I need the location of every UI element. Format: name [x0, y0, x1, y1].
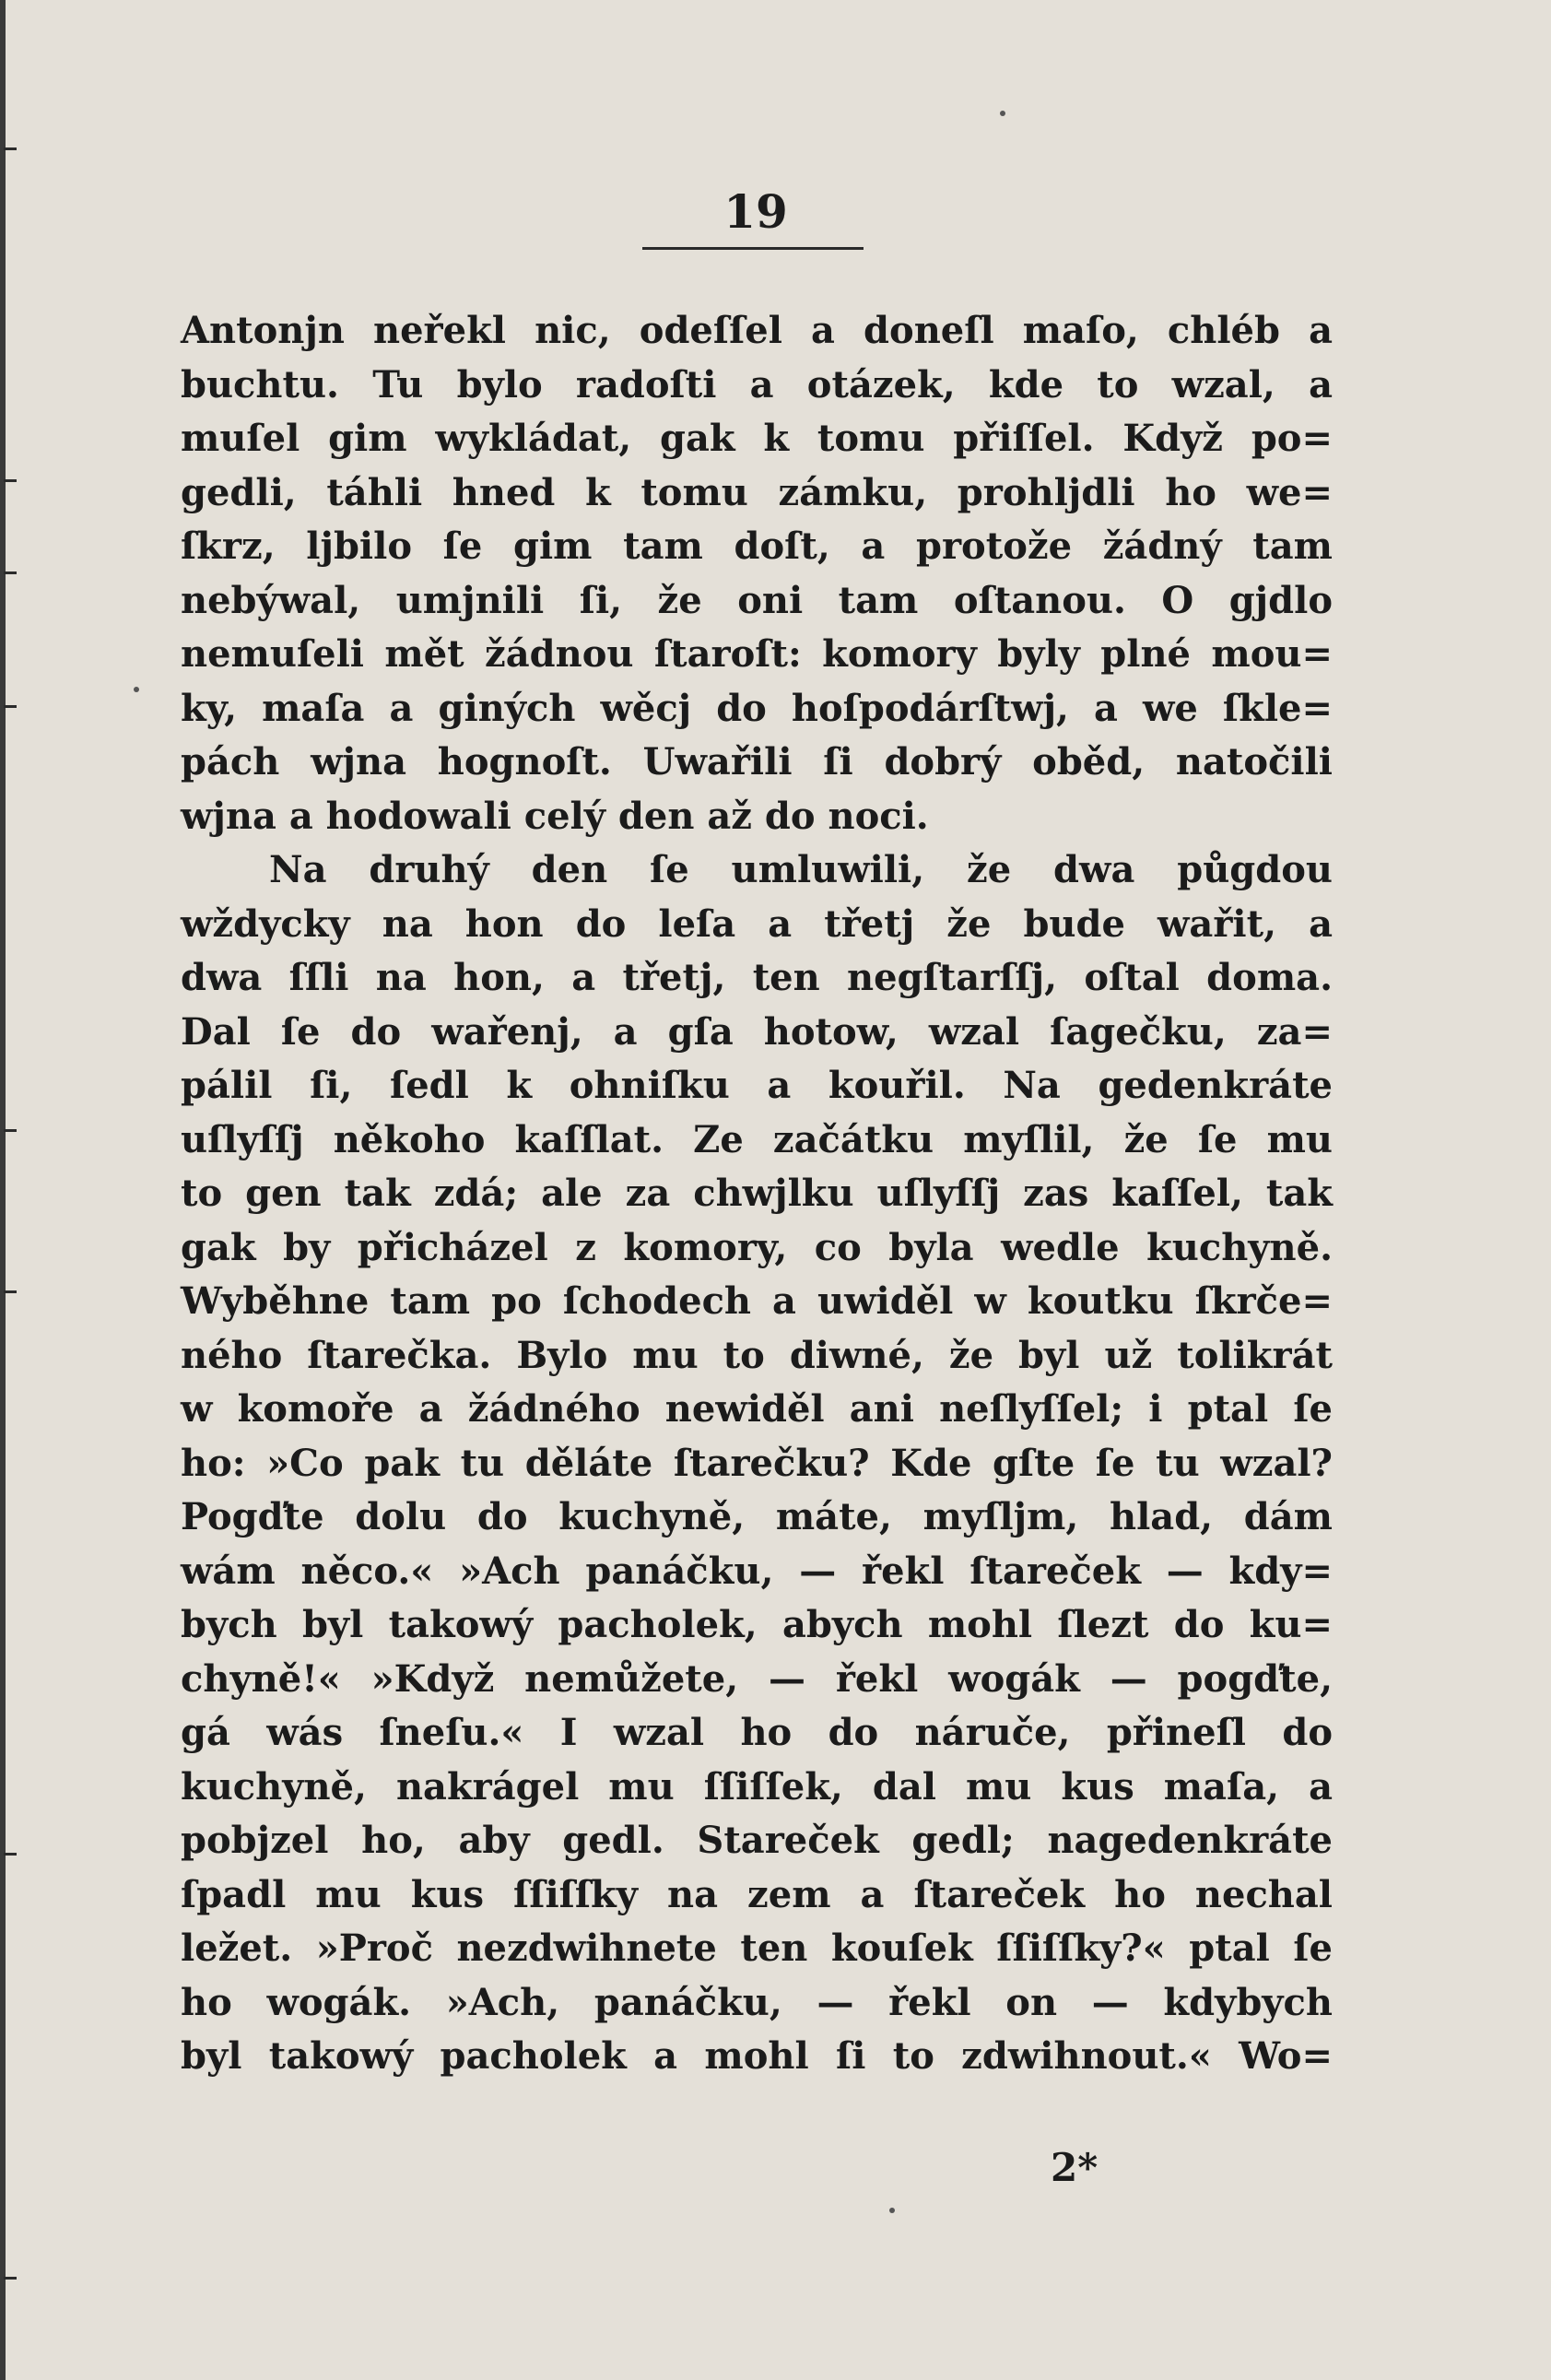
page-spine-edge	[0, 0, 6, 2380]
text-line: bych byl takowý pacholek, abych mohl ſlezt do ku=	[181, 1603, 1333, 1646]
paper-speck	[889, 2208, 895, 2213]
text-line: ky, maſa a giných wěcj do hoſpodárſtwj, a we ſkle=	[181, 686, 1333, 730]
text-line: wám něco.« »Ach panáčku, — řekl ſtareček — kdy=	[181, 1549, 1333, 1593]
binding-thread-mark	[4, 1290, 17, 1293]
text-line: ležet. »Proč nezdwihnete ten kouſek ſſiſſky?« ptal ſe	[181, 1926, 1333, 1970]
text-line: Na druhý den ſe umluwili, že dwa půgdou	[269, 848, 1333, 891]
text-line: wždycky na hon do leſa a třetj že bude wařit, a	[181, 901, 1333, 946]
binding-thread-mark	[4, 2277, 17, 2280]
text-line: buchtu. Tu bylo radoſti a otázek, kde to wzal, a	[181, 362, 1333, 406]
binding-thread-mark	[4, 479, 17, 482]
text-line: Pogďte dolu do kuchyně, máte, myſljm, hlad, dám	[181, 1495, 1333, 1538]
text-line: byl takowý pacholek a mohl ſi to zdwihnout.« Wo=	[181, 2034, 1333, 2078]
text-line: Antonjn neřekl nic, odeſſel a doneſl maſo, chléb a	[181, 309, 1333, 352]
text-line: ho wogák. »Ach, panáčku, — řekl on — kdybych	[181, 1980, 1333, 2024]
text-line: ného ſtarečka. Bylo mu to diwné, že byl už tolikrát	[181, 1333, 1333, 1377]
text-line: nemuſeli mět žádnou ſtaroſt: komory byly plné mou=	[181, 632, 1333, 676]
text-line: uſlyſſj někoho kaſſlat. Ze začátku myſlil, že ſe mu	[181, 1117, 1333, 1161]
text-line: muſel gim wykládat, gak k tomu přiſſel. Když po=	[181, 417, 1333, 460]
text-line: pálil ſi, ſedl k ohniſku a kouřil. Na gedenkráte	[181, 1064, 1333, 1107]
text-line: gedli, táhli hned k tomu zámku, prohljdli ho we=	[181, 470, 1333, 514]
binding-thread-mark	[4, 571, 17, 574]
text-line: pách wjna hognoſt. Uwařili ſi dobrý oběd, natočili	[181, 740, 1333, 784]
text-line: dwa ſſli na hon, a třetj, ten negſtarſſj, oſtal doma.	[181, 956, 1333, 999]
text-line: ſkrz, ljbilo ſe gim tam doſt, a protože žádný tam	[181, 524, 1333, 568]
binding-thread-mark	[4, 1853, 17, 1856]
text-line: gak by přicházel z komory, co byla wedle kuchyně.	[181, 1225, 1333, 1269]
text-line: w komoře a žádného newiděl ani neſlyſſel; i ptal ſe	[181, 1387, 1333, 1431]
signature-mark: 2*	[1051, 2145, 1099, 2190]
text-line: pobjzel ho, aby gedl. Stareček gedl; nagedenkráte	[181, 1819, 1333, 1862]
text-line: Wyběhne tam po ſchodech a uwiděl w koutku ſkrče=	[181, 1279, 1333, 1323]
page-number: 19	[723, 184, 788, 239]
body-text	[181, 304, 1333, 2084]
header-rule	[642, 247, 864, 250]
text-line: nebýwal, umjnili ſi, že oni tam oſtanou. O gjdlo	[181, 578, 1333, 622]
binding-thread-mark	[4, 147, 17, 150]
text-line: kuchyně, nakrágel mu ſſiſſek, dal mu kus maſa, a	[181, 1764, 1333, 1809]
text-line: to gen tak zdá; ale za chwjlku uſlyſſj zas kaſſel, tak	[181, 1172, 1333, 1215]
text-line: Dal ſe do wařenj, a gſa hotow, wzal ſagečku, za=	[181, 1009, 1333, 1054]
text-line: chyně!« »Když nemůžete, — řekl wogák — pogďte,	[181, 1656, 1333, 1701]
text-line: gá wás ſneſu.« I wzal ho do náruče, přineſl do	[181, 1711, 1333, 1754]
paper-speck	[1000, 111, 1005, 116]
paper-speck	[134, 687, 139, 692]
text-line: wjna a hodowali celý den až do noci.	[181, 794, 929, 838]
binding-thread-mark	[4, 1129, 17, 1132]
text-line: ſpadl mu kus ſſiſſky na zem a ſtareček ho nechal	[181, 1872, 1333, 1916]
text-line: ho: »Co pak tu děláte ſtarečku? Kde gſte ſe tu wzal?	[181, 1441, 1333, 1485]
binding-thread-mark	[4, 705, 17, 708]
